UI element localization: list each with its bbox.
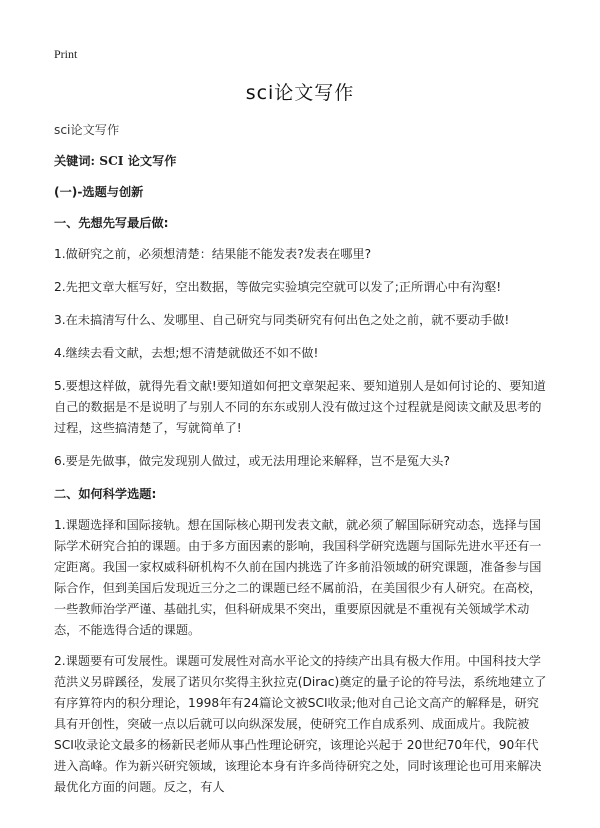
- document-body: [54, 120, 548, 808]
- section-heading: (一)-选题与创新: [54, 185, 144, 199]
- document-subtitle: sci论文写作: [54, 123, 120, 137]
- list-item: 2.先把文章大框写好，空出数据，等做完实验填完空就可以发了;正所谓心中有沟壑!: [54, 280, 502, 294]
- print-label: Print: [54, 47, 78, 61]
- heading-write-first: 一、先想先写最后做:: [54, 216, 169, 230]
- list-item: 4.继续去看文献，去想;想不清楚就做还不如不做!: [54, 346, 319, 360]
- list-item: 5.要想这样做，就得先看文献!要知道如何把文章架起来、要知道别人是如何讨论的、要知道自己的数据是不是说明了与别人不同的东东或别人没有做过这个过程就是阅读文献及思考的过程，这些搞清楚了，写就简单了!: [54, 379, 546, 435]
- heading-topic-selection: 二、如何科学选题:: [54, 487, 157, 501]
- document-title: sci论文写作: [245, 82, 355, 104]
- list-item: 2.课题要有可发展性。课题可发展性对高水平论文的持续产出具有极大作用。中国科技大学范洪义另辟蹊径，发展了诺贝尔奖得主狄拉克(Dirac)奠定的量子论的符号法，系统地建立了有序算符内的积分理论，1998年有24篇论文被SCI收录;他对自己论文高产的解释是，研究具有开创性，突破一点以后就可以向纵深发展，使研究工作自成系列、成面成片。我院被SCI收录论文最多的杨新民老师从事凸性理论研究，该理论兴起于 20世纪70年代，90年代进入高峰。作为新兴研究领域，该理论本身有许多尚待研究之处，同时该理论也可用来解决最优化方面的问题。反之，有人: [54, 654, 547, 794]
- keywords-line: 关键词: SCI 论文写作: [54, 154, 177, 168]
- list-item: 6.要是先做事，做完发现别人做过，或无法用理论来解释，岂不是冤大头?: [54, 454, 450, 468]
- list-item: 1.课题选择和国际接轨。想在国际核心期刊发表文献，就必须了解国际研究动态，选择与国际学术研究合拍的课题。由于多方面因素的影响，我国科学研究选题与国际先进水平还有一定距离。我国一家权威科研机构不久前在国内挑选了许多前沿领域的研究课题，准备参与国际合作，但到美国后发现近三分之二的课题已经不属前沿，在美国很少有人研究。在高校，一些教师治学严谨、基础扎实，但科研成果不突出，重要原因就是不重视有关领域学术动态，不能选得合适的课题。: [54, 518, 542, 637]
- list-item: 1.做研究之前，必须想清楚：结果能不能发表?发表在哪里?: [54, 247, 372, 261]
- list-item: 3.在未搞清写什么、发哪里、自己研究与同类研究有何出色之处之前，就不要动手做!: [54, 313, 510, 327]
